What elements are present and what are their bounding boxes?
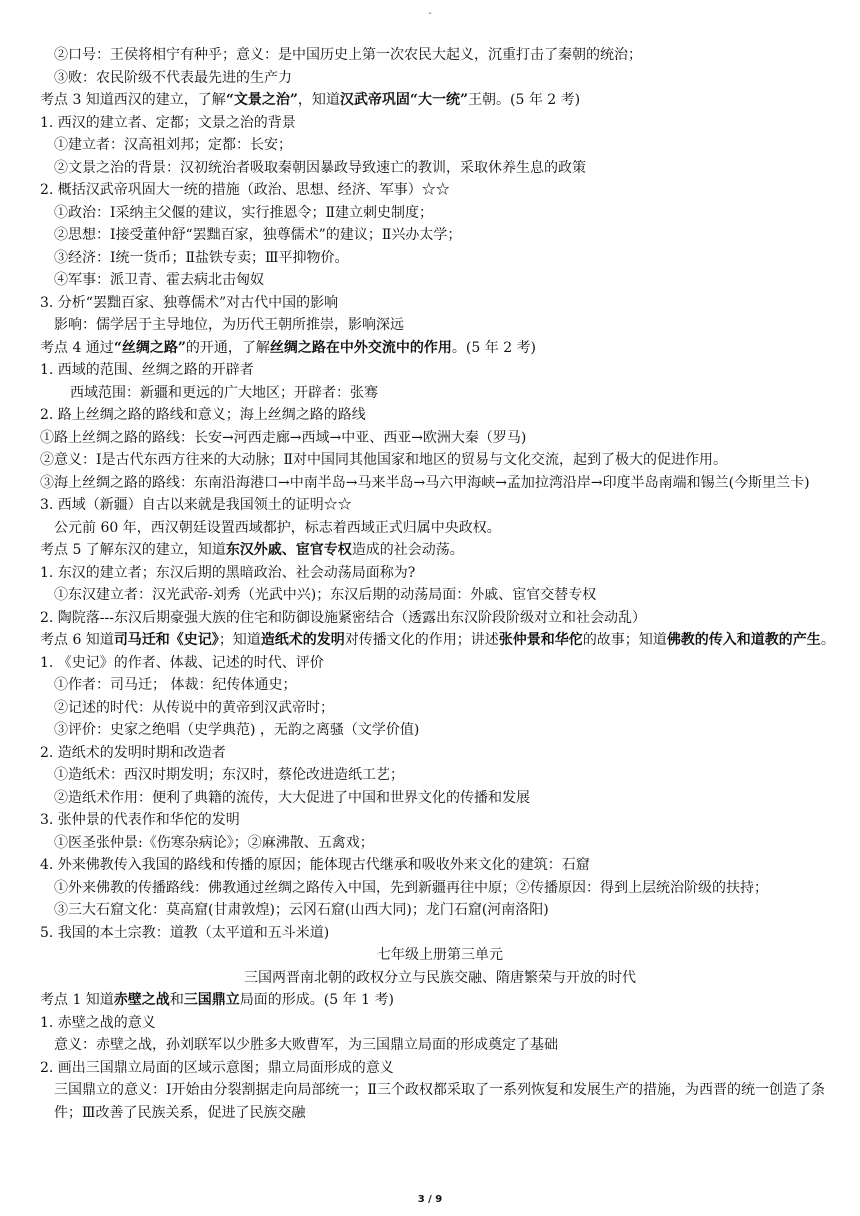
text-line	[40, 494, 840, 517]
text-run: 的故事；知道	[582, 632, 667, 648]
text-run: ②文景之治的背景：汉初统治者吸取秦朝因暴政导致速亡的教训，采取休养生息的政策	[54, 159, 586, 176]
text-run: 1. 赤壁之战的意义	[40, 1014, 156, 1031]
text-run: ②记述的时代：从传说中的黄帝到汉武帝时；	[54, 699, 334, 716]
text-line	[40, 269, 840, 292]
text-line	[40, 674, 840, 697]
text-line	[40, 607, 840, 630]
text-run: 1. 东汉的建立者；东汉后期的黑暗政治、社会动荡局面称为?	[40, 564, 416, 581]
text-line	[40, 382, 840, 405]
text-line	[40, 1057, 840, 1080]
text-line	[40, 472, 840, 495]
text-run: ①外来佛教的传播路线：佛教通过丝绸之路传入中国，先到新疆再往中原；②传播原因：得到上层统治阶级的扶持；	[54, 879, 768, 896]
text-run: ②造纸术作用：便利了典籍的流传，大大促进了中国和世界文化的传播和发展	[54, 789, 530, 806]
text-run: ；知道	[218, 632, 261, 648]
text-line	[40, 899, 840, 922]
text-run: ③海上丝绸之路的路线：东南沿海港口→中南半岛→马来半岛→马六甲海峡→孟加拉湾沿岸→印度半岛南端和锡兰(今斯里兰卡)	[40, 474, 810, 491]
text-run: 2. 路上丝绸之路的路线和意义；海上丝绸之路的路线	[40, 407, 366, 423]
text-line	[40, 562, 840, 585]
text-line	[40, 449, 840, 472]
bold-text: “丝绸之路”	[113, 339, 186, 356]
text-line	[40, 989, 840, 1012]
text-line	[40, 809, 840, 832]
text-line	[40, 157, 840, 180]
text-run: 局面的形成。(5 年 1 考)	[239, 992, 394, 1008]
text-run: 考点 6 知道	[40, 632, 114, 648]
text-line	[40, 967, 840, 990]
text-line	[40, 944, 840, 967]
header-mark: -	[428, 8, 432, 19]
document-body	[40, 44, 840, 1124]
text-line	[40, 202, 840, 225]
text-run: ①造纸术：西汉时期发明；东汉时，蔡伦改进造纸工艺；	[54, 767, 404, 783]
text-line	[40, 44, 840, 67]
text-run: 公元前 60 年，西汉朝廷设置西域都护，标志着西域正式归属中央政权。	[54, 519, 501, 536]
text-line	[40, 292, 840, 315]
text-run: 考点 1 知道	[40, 992, 114, 1008]
text-run: 2. 画出三国鼎立局面的区域示意图；鼎立局面形成的意义	[40, 1059, 394, 1076]
text-run: ②思想：Ⅰ接受董仲舒“罢黜百家，独尊儒术”的建议；Ⅱ兴办太学；	[54, 227, 462, 243]
text-run: 1. 西域的范围、丝绸之路的开辟者	[40, 362, 254, 378]
text-run: ①医圣张仲景:《伤寒杂病论》；②麻沸散、五禽戏；	[54, 834, 374, 851]
text-run: 5. 我国的本土宗教：道教（太平道和五斗米道)	[40, 924, 330, 941]
text-run: 。(5 年 2 考)	[451, 339, 537, 356]
text-run: ①建立者：汉高祖刘邦；定都：长安；	[54, 137, 292, 153]
text-run: 3. 张仲景的代表作和华佗的发明	[40, 812, 240, 828]
text-line	[40, 314, 840, 337]
text-run: 。	[820, 632, 835, 648]
text-line	[40, 742, 840, 765]
text-line	[40, 427, 840, 450]
text-line	[40, 404, 840, 427]
text-run: 2. 陶院落---东汉后期豪强大族的住宅和防御设施紧密结合（透露出东汉阶段阶级对立和社会动乱）	[40, 609, 646, 626]
text-line	[40, 134, 840, 157]
text-line	[40, 359, 840, 382]
text-run: 造成的社会动荡。	[351, 542, 464, 558]
text-line	[40, 629, 840, 652]
bold-text: 东汉外戚、宦官专权	[225, 542, 352, 558]
text-line	[40, 247, 840, 270]
bold-text: 司马迁和《史记》	[113, 632, 219, 648]
text-run: 王朝。(5 年 2 考)	[468, 92, 581, 108]
text-run: ③经济：Ⅰ统一货币；Ⅱ盐铁专卖；Ⅲ平抑物价。	[54, 249, 349, 266]
text-line	[40, 179, 840, 202]
text-line	[40, 854, 840, 877]
bold-text: 赤壁之战	[113, 992, 170, 1008]
text-line	[40, 652, 840, 675]
text-run: ③败：农民阶级不代表最先进的生产力	[54, 69, 292, 86]
text-line	[40, 337, 840, 360]
text-run: 考点 5 了解东汉的建立，知道	[40, 542, 226, 558]
text-run: 的开通，了解	[185, 339, 270, 356]
bold-text: 造纸术的发明	[260, 632, 345, 648]
text-line	[40, 764, 840, 787]
text-run: 2. 造纸术的发明时期和改造者	[40, 744, 226, 761]
text-run: 4. 外来佛教传入我国的路线和传播的原因；能体现古代继承和吸收外来文化的建筑：石窟	[40, 857, 590, 873]
text-run: 对传播文化的作用；讲述	[344, 632, 499, 648]
text-run: ④军事：派卫青、霍去病北击匈奴	[54, 272, 264, 288]
text-run: 和	[169, 992, 184, 1008]
text-line	[40, 1079, 840, 1124]
text-run: 考点 4 通过	[40, 339, 114, 356]
text-run: ①路上丝绸之路的路线：长安→河西走廊→西域→中亚、西亚→欧洲大秦（罗马)	[40, 429, 527, 446]
text-run: ①作者：司马迁； 体裁：纪传体通史；	[54, 677, 297, 693]
text-run: 2. 概括汉武帝巩固大一统的措施（政治、思想、经济、军事）☆☆	[40, 182, 450, 198]
text-run: ②口号：王侯将相宁有种乎；意义：是中国历史上第一次农民大起义，沉重打击了秦朝的统治；	[54, 47, 642, 63]
bold-text: 丝绸之路在中外交流中的作用	[269, 339, 452, 356]
text-line	[40, 539, 840, 562]
bold-text: 三国鼎立	[183, 992, 240, 1008]
text-line	[40, 89, 840, 112]
bold-text: 佛教的传入和道教的产生	[666, 632, 821, 648]
text-line	[40, 224, 840, 247]
text-run: ③三大石窟文化：莫高窟(甘肃敦煌)；云冈石窟(山西大同)；龙门石窟(河南洛阳)	[54, 902, 549, 918]
text-run: ②意义：Ⅰ是古代东西方往来的大动脉；Ⅱ对中国同其他国家和地区的贸易与文化交流，起到了极大的促进作用。	[40, 452, 728, 468]
text-run: ①政治：Ⅰ采纳主父偃的建议，实行推恩令；Ⅱ建立刺史制度；	[54, 204, 434, 221]
bold-text: 汉武帝巩固“大一统”	[339, 92, 469, 108]
text-run: ，知道	[297, 92, 340, 108]
text-line	[40, 517, 840, 540]
text-line	[40, 1034, 840, 1057]
text-line	[40, 1012, 840, 1035]
text-line	[40, 832, 840, 855]
bold-text: 张仲景和华佗	[498, 632, 583, 648]
text-line	[40, 67, 840, 90]
text-run: 3. 西域（新疆）自古以来就是我国领土的证明☆☆	[40, 497, 352, 513]
text-run: ①东汉建立者：汉光武帝-刘秀（光武中兴)；东汉后期的动荡局面：外戚、宦官交替专权	[54, 587, 597, 603]
text-run: 西域范围：新疆和更远的广大地区；开辟者：张骞	[70, 384, 378, 401]
text-run: 1. 西汉的建立者、定都；文景之治的背景	[40, 114, 296, 131]
text-run: 1. 《史记》的作者、体裁、记述的时代、评价	[40, 654, 324, 671]
text-run: 三国鼎立的意义：Ⅰ开始由分裂割据走向局部统一；Ⅱ三个政权都采取了一系列恢复和发展生产的措施，为西晋的统一创造了条件；Ⅲ改善了民族关系，促进了民族交融	[54, 1082, 826, 1121]
text-line	[40, 922, 840, 945]
text-run: 考点 3 知道西汉的建立，了解	[40, 92, 226, 108]
text-line	[40, 112, 840, 135]
text-line	[40, 877, 840, 900]
text-line	[40, 584, 840, 607]
text-run: ③评价：史家之绝唱（史学典范) ，无韵之离骚（文学价值)	[54, 722, 420, 738]
bold-text: “文景之治”	[225, 92, 298, 108]
text-run: 意义：赤壁之战，孙刘联军以少胜多大败曹军，为三国鼎立局面的形成奠定了基础	[54, 1037, 558, 1053]
text-run: 3. 分析“罢黜百家、独尊儒术”对古代中国的影响	[40, 294, 339, 311]
text-line	[40, 719, 840, 742]
text-line	[40, 787, 840, 810]
page-number: 3 / 9	[417, 1194, 443, 1205]
text-run: 影响：儒学居于主导地位，为历代王朝所推崇，影响深远	[54, 317, 404, 333]
text-run: 七年级上册第三单元	[377, 947, 503, 963]
text-run: 三国两晋南北朝的政权分立与民族交融、隋唐繁荣与开放的时代	[244, 969, 636, 986]
text-line	[40, 697, 840, 720]
